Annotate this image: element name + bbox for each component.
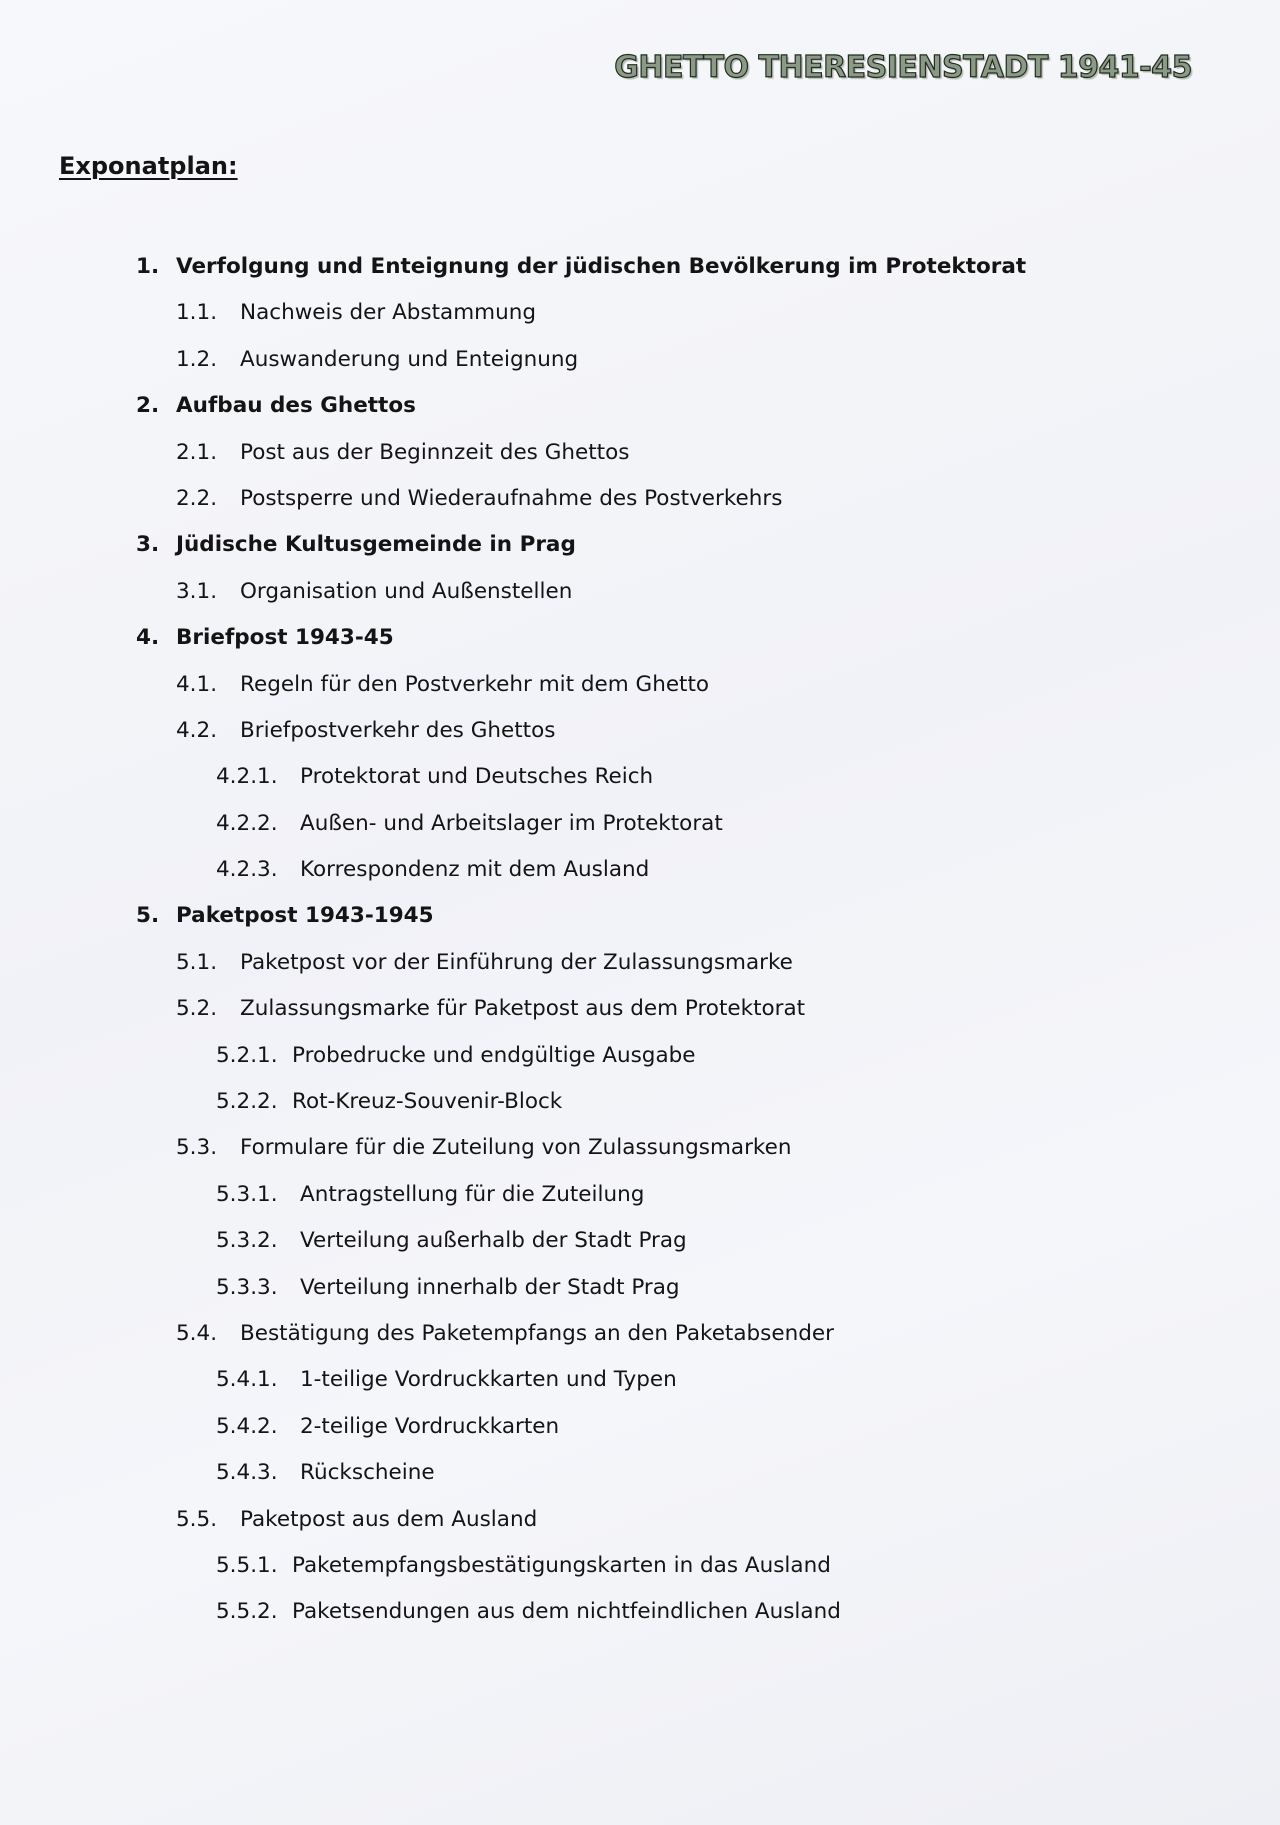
toc-item xyxy=(0,438,1280,484)
toc-item-number: 4.2.1. xyxy=(216,764,278,790)
toc-item xyxy=(0,1041,1280,1087)
toc-item-number: 4. xyxy=(136,625,160,651)
toc-item xyxy=(0,484,1280,530)
toc-item-label: Postsperre und Wiederaufnahme des Postverkehrs xyxy=(240,485,783,511)
toc-item-number: 5.3. xyxy=(176,1135,218,1161)
toc-item-label: Paketpost vor der Einführung der Zulassungsmarke xyxy=(240,949,793,975)
toc-item-number: 5.3.1. xyxy=(216,1181,278,1207)
toc-item-label: Nachweis der Abstammung xyxy=(240,300,537,326)
toc-item-number: 2. xyxy=(136,393,160,419)
toc-item-label: Bestätigung des Paketempfangs an den Paketabsender xyxy=(240,1320,834,1346)
toc-item-number: 5. xyxy=(136,903,160,929)
toc-item-label: Rot-Kreuz-Souvenir-Block xyxy=(292,1089,563,1115)
toc-item-number: 5.3.3. xyxy=(216,1274,278,1300)
toc-item xyxy=(0,1087,1280,1133)
toc-item-label: Regeln für den Postverkehr mit dem Ghetto xyxy=(240,671,710,697)
toc-item-number: 2.1. xyxy=(176,439,218,465)
toc-item xyxy=(0,1505,1280,1551)
toc-item-label: Briefpostverkehr des Ghettos xyxy=(240,717,556,743)
toc-item xyxy=(0,716,1280,762)
toc-item-label: Briefpost 1943-45 xyxy=(176,625,394,651)
toc-item xyxy=(0,1597,1280,1643)
toc-item-number: 5.2. xyxy=(176,996,218,1022)
toc-item-label: Verfolgung und Enteignung der jüdischen Bevölkerung im Protektorat xyxy=(176,254,1027,279)
toc-item-number: 5.4.3. xyxy=(216,1460,278,1486)
toc-item-label: Zulassungsmarke für Paketpost aus dem Protektorat xyxy=(240,996,806,1022)
toc-item-number: 3. xyxy=(136,532,160,558)
toc-item-number: 1. xyxy=(136,254,160,279)
toc-item xyxy=(0,1458,1280,1504)
toc-item-number: 1.1. xyxy=(176,300,218,326)
toc-item-label: Verteilung außerhalb der Stadt Prag xyxy=(300,1228,687,1254)
toc-item-number: 3.1. xyxy=(176,578,218,604)
toc-item-number: 5.2.2. xyxy=(216,1089,278,1115)
section-heading: Exponatplan: xyxy=(59,152,238,180)
toc-item xyxy=(0,855,1280,901)
toc-item xyxy=(0,994,1280,1040)
toc-item xyxy=(0,1319,1280,1365)
toc-item-label: Paketempfangsbestätigungskarten in das Ausland xyxy=(292,1552,831,1578)
toc-item-label: Außen- und Arbeitslager im Protektorat xyxy=(300,810,723,836)
toc-item-label: Verteilung innerhalb der Stadt Prag xyxy=(300,1274,680,1300)
toc-item-label: Rückscheine xyxy=(300,1460,435,1486)
toc-item-label: Jüdische Kultusgemeinde in Prag xyxy=(176,532,576,558)
toc-item xyxy=(0,298,1280,344)
toc-item-number: 4.2. xyxy=(176,717,218,743)
toc-item-number: 5.4.1. xyxy=(216,1367,278,1393)
toc-item-label: Protektorat und Deutsches Reich xyxy=(300,764,654,790)
toc-item-label: Aufbau des Ghettos xyxy=(176,393,416,419)
toc-item xyxy=(0,762,1280,808)
toc-item-label: Antragstellung für die Zuteilung xyxy=(300,1181,645,1207)
toc-item xyxy=(0,901,1280,947)
toc-item-label: Formulare für die Zuteilung von Zulassungsmarken xyxy=(240,1135,792,1161)
toc-item xyxy=(0,809,1280,855)
toc-item xyxy=(0,670,1280,716)
toc-item xyxy=(0,1133,1280,1179)
toc-item-number: 5.2.1. xyxy=(216,1042,278,1068)
toc-item-label: Paketsendungen aus dem nichtfeindlichen Ausland xyxy=(292,1599,841,1625)
toc-item-label: Paketpost aus dem Ausland xyxy=(240,1506,538,1532)
toc-item-number: 5.1. xyxy=(176,949,218,975)
document-title: GHETTO THERESIENSTADT 1941-45 xyxy=(614,50,1192,85)
toc-item-label: Korrespondenz mit dem Ausland xyxy=(300,857,650,883)
toc-item-number: 2.2. xyxy=(176,485,218,511)
toc-item xyxy=(0,1226,1280,1272)
toc-item xyxy=(0,1365,1280,1411)
toc-item-label: Post aus der Beginnzeit des Ghettos xyxy=(240,439,630,465)
toc-item-number: 4.1. xyxy=(176,671,218,697)
toc-item-number: 5.5. xyxy=(176,1506,218,1532)
toc-item-label: Probedrucke und endgültige Ausgabe xyxy=(292,1042,696,1068)
toc-item-number: 5.4. xyxy=(176,1320,218,1346)
toc-item xyxy=(0,530,1280,576)
toc-item-number: 4.2.3. xyxy=(216,857,278,883)
toc-item-number: 5.3.2. xyxy=(216,1228,278,1254)
toc-item xyxy=(0,577,1280,623)
toc-item-number: 5.5.1. xyxy=(216,1552,278,1578)
toc-item-number: 1.2. xyxy=(176,346,218,372)
toc-item xyxy=(0,345,1280,391)
toc-item-number: 4.2.2. xyxy=(216,810,278,836)
toc-item-label: Auswanderung und Enteignung xyxy=(240,346,579,372)
toc-item xyxy=(0,1273,1280,1319)
toc-item xyxy=(0,1551,1280,1597)
toc-item-label: Paketpost 1943-1945 xyxy=(176,903,434,929)
toc-item xyxy=(0,252,1280,298)
toc-item xyxy=(0,1412,1280,1458)
toc-item-label: 1-teilige Vordruckkarten und Typen xyxy=(300,1367,677,1393)
toc-item xyxy=(0,623,1280,669)
toc-item xyxy=(0,1180,1280,1226)
table-of-contents xyxy=(0,252,1280,1644)
toc-item-label: Organisation und Außenstellen xyxy=(240,578,573,604)
toc-item xyxy=(0,948,1280,994)
toc-item xyxy=(0,391,1280,437)
toc-item-number: 5.4.2. xyxy=(216,1413,278,1439)
toc-item-label: 2-teilige Vordruckkarten xyxy=(300,1413,560,1439)
toc-item-number: 5.5.2. xyxy=(216,1599,278,1625)
